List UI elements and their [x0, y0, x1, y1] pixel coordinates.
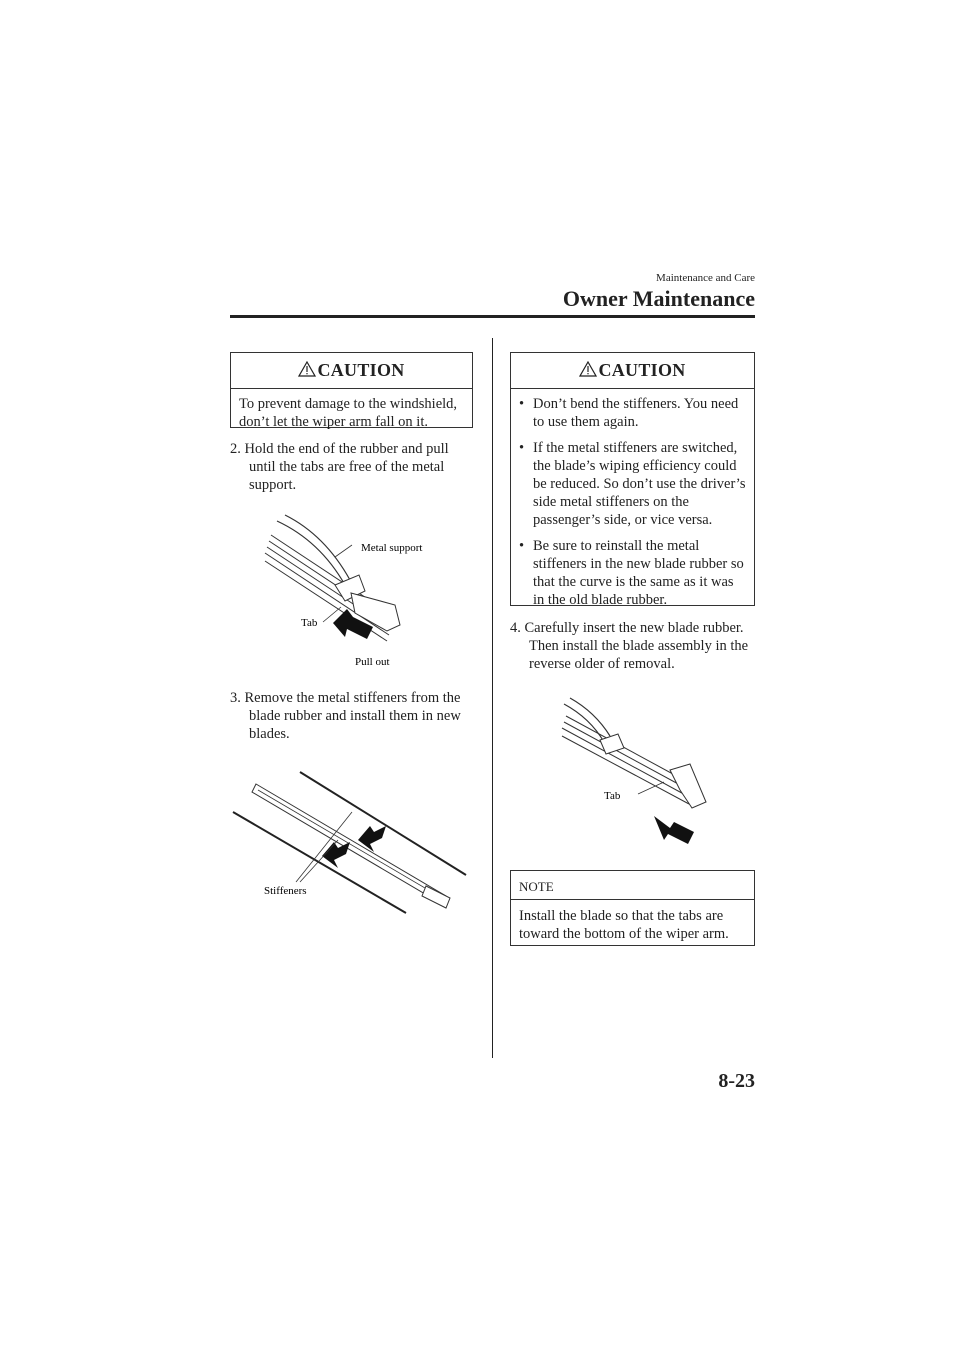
step-3-line2: blade rubber and install them in new — [249, 708, 461, 724]
caution-box-right — [510, 352, 755, 606]
caution-item: • If the metal stiffeners are switched, the blade’s wiping efficiency could be reduced. So don’t use the driver’s side metal stiffeners on the passenger’s side, or vice versa. — [519, 440, 746, 528]
bullet-icon: • — [519, 538, 525, 554]
stiffeners-illustration — [230, 770, 475, 920]
step-2-line3: support. — [249, 477, 297, 493]
note-box — [510, 870, 755, 946]
bullet-icon: • — [519, 440, 525, 456]
bullet-icon: • — [519, 396, 525, 412]
caution-header — [231, 353, 472, 389]
step-4 — [510, 619, 770, 673]
header-rule — [230, 315, 755, 318]
label-metal-support: Metal support — [361, 542, 423, 554]
label-tab-2: Tab — [604, 790, 621, 802]
page-number: 8-23 — [718, 1070, 755, 1092]
insert-blade-illustration — [560, 690, 730, 850]
caution-title: CAUTION — [317, 360, 405, 380]
caution-title-right: CAUTION — [598, 360, 686, 380]
caution-item: • Be sure to reinstall the metal stiffeners in the new blade rubber so that the curve is the same as it was in the old blade rubber. — [519, 538, 744, 608]
caution-list — [511, 389, 754, 623]
note-title: NOTE — [511, 871, 754, 900]
column-divider — [492, 338, 493, 1058]
step-3-line3: blades. — [249, 726, 290, 742]
caution-box-left — [230, 352, 473, 428]
step-2-line2: until the tabs are free of the metal — [249, 459, 445, 475]
label-stiffeners: Stiffeners — [264, 885, 307, 897]
caution-header-right — [511, 353, 754, 389]
pull-out-illustration — [255, 505, 455, 675]
step-2-line1: 2. Hold the end of the rubber and pull — [230, 441, 449, 457]
step-2 — [230, 440, 490, 494]
caution-item: • Don’t bend the stiffeners. You need to use them again. — [519, 396, 739, 430]
chapter-title: Owner Maintenance — [562, 286, 755, 311]
warning-triangle-icon — [298, 361, 316, 377]
step-4-line3: reverse older of removal. — [529, 656, 675, 672]
note-text: Install the blade so that the tabs are toward the bottom of the wiper arm. — [519, 908, 729, 942]
label-pull-out: Pull out — [355, 656, 390, 668]
step-4-line2: Then install the blade assembly in the — [529, 638, 749, 654]
step-4-line1: 4. Carefully insert the new blade rubber. — [510, 620, 744, 636]
step-3-line1: 3. Remove the metal stiffeners from the — [230, 690, 461, 706]
label-tab-1: Tab — [301, 617, 318, 629]
warning-triangle-icon — [579, 361, 597, 377]
caution-text: To prevent damage to the windshield, don’t let the wiper arm fall on it. — [239, 396, 458, 430]
step-3 — [230, 689, 490, 743]
section-title: Maintenance and Care — [656, 272, 755, 284]
